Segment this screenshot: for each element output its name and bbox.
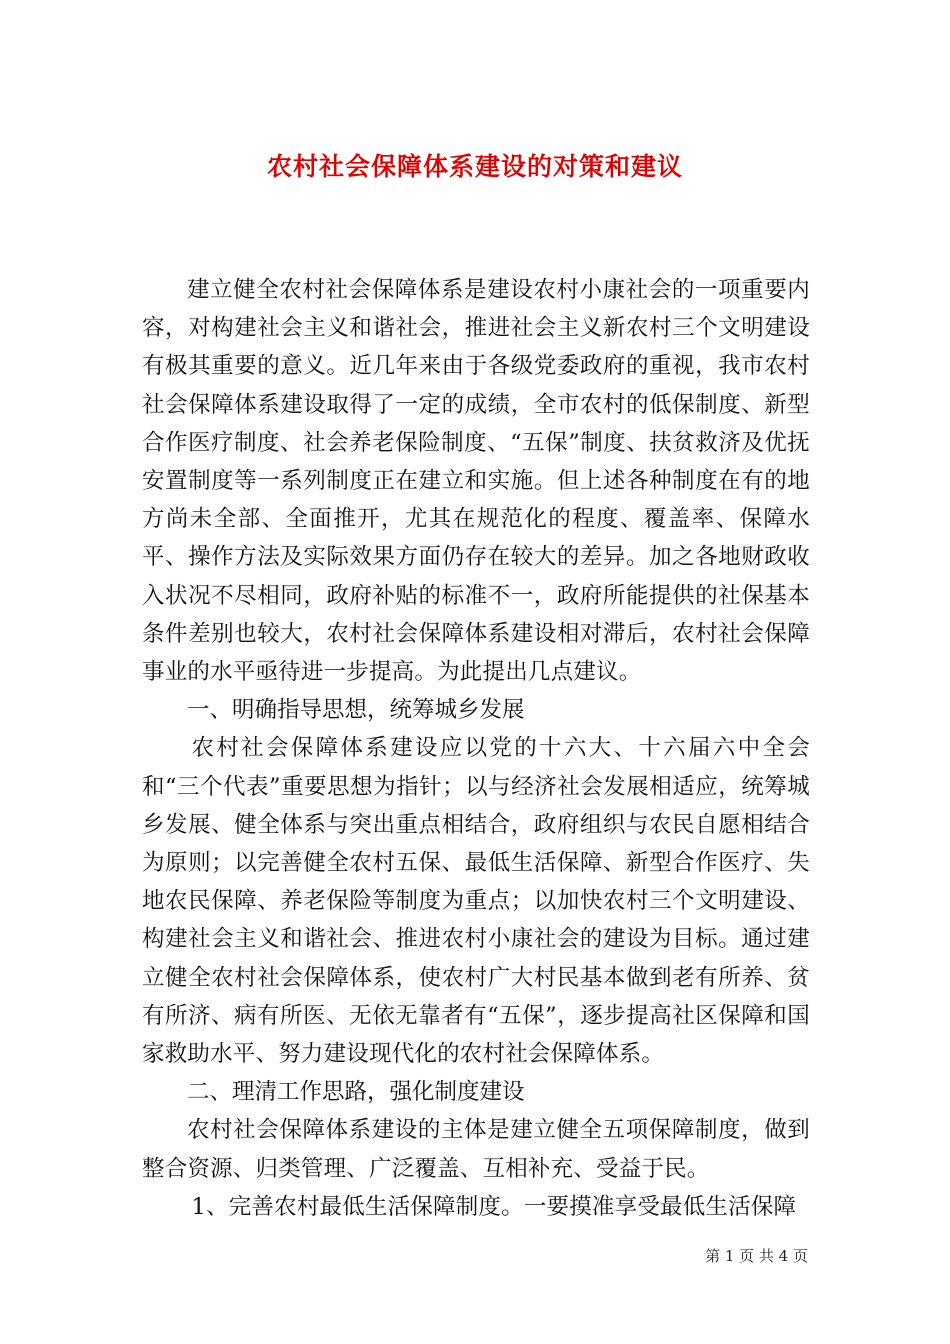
page-number: 第 1 页 共 4 页 — [705, 1247, 808, 1265]
document-body — [142, 271, 810, 1226]
subsection-1-paragraph: 1、完善农村最低生活保障制度。一要摸准享受最低生活保障 — [191, 1193, 797, 1220]
intro-paragraph: 建立健全农村社会保障体系是建设农村小康社会的一项重要内容，对构建社会主义和谐社会，推进社会主义新农村三个文明建设有极其重要的意义。近几年来由于各级党委政府的重视，我市农村社会保障体系建设取得了一定的成绩，全市农村的低保制度、新型合作医疗制度、社会养老保险制度、“五保”制度、扶贫救济及优抚安置制度等一系列制度正在建立和实施。但上述各种制度在有的地方尚未全部、全面推开，尤其在规范化的程度、覆盖率、保障水平、操作方法及实际效果方面仍存在较大的差异。加之各地财政收入状况不尽相同，政府补贴的标准不一，政府所能提供的社保基本条件差别也较大，农村社会保障体系建设相对滞后，农村社会保障事业的水平亟待进一步提高。为此提出几点建议。 — [142, 277, 810, 686]
section-heading-1: 一、明确指导思想，统筹城乡发展 — [187, 697, 525, 724]
section-2-paragraph: 农村社会保障体系建设的主体是建立健全五项保障制度，做到整合资源、归类管理、广泛覆盖、互相补充、受益于民。 — [142, 1117, 810, 1182]
document-title: 农村社会保障体系建设的对策和建议 — [266, 151, 683, 181]
section-1-paragraph: 农村社会保障体系建设应以党的十六大、十六届六中全会和“三个代表”重要思想为指针；以与经济社会发展相适应，统筹城乡发展、健全体系与突出重点相结合，政府组织与农民自愿相结合为原则；以完善健全农村五保、最低生活保障、新型合作医疗、失地农民保障、养老保险等制度为重点；以加快农村三个文明建设、构建社会主义和谐社会、推进农村小康社会的建设为目标。通过建立健全农村社会保障体系，使农村广大村民基本做到老有所养、贫有所济、病有所医、无依无靠者有“五保”，逐步提高社区保障和国家救助水平、努力建设现代化的农村社会保障体系。 — [142, 735, 810, 1068]
section-heading-2: 二、理清工作思路，强化制度建设 — [187, 1079, 525, 1106]
